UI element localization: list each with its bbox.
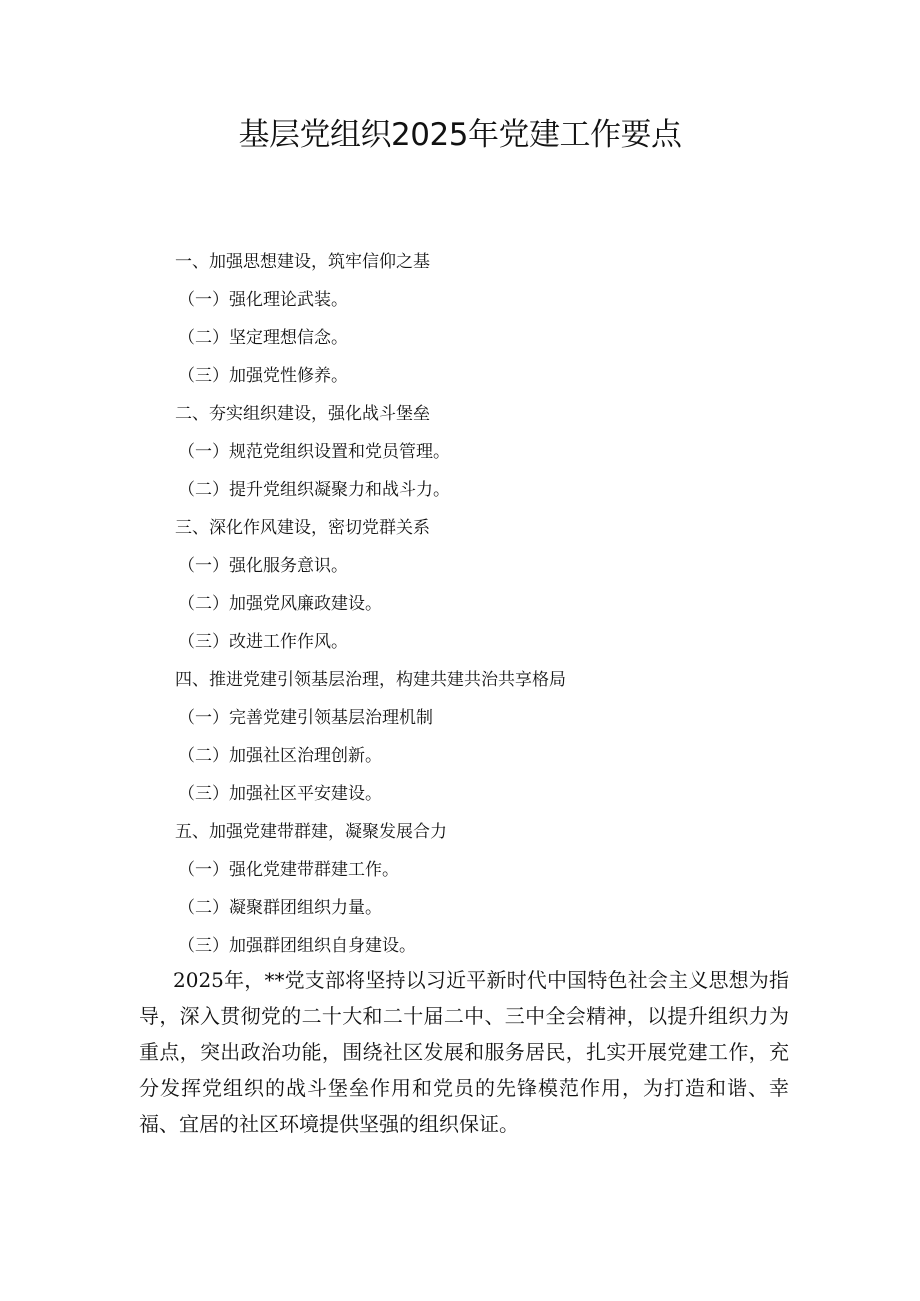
document-title: 基层党组织2025年党建工作要点	[238, 117, 682, 153]
section-heading: 三、深化作风建设，密切党群关系	[175, 518, 430, 538]
subsection-item: （三）加强党性修养。	[178, 366, 348, 386]
subsection-item: （二）加强社区治理创新。	[178, 746, 382, 766]
subsection-item: （一）规范党组织设置和党员管理。	[178, 442, 450, 462]
subsection-item: （三）加强群团组织自身建设。	[178, 936, 416, 956]
subsection-item: （一）强化服务意识。	[178, 556, 348, 576]
subsection-item: （二）加强党风廉政建设。	[178, 594, 382, 614]
subsection-item: （三）改进工作作风。	[178, 632, 348, 652]
section-heading: 二、夯实组织建设，强化战斗堡垒	[175, 404, 430, 424]
section-heading: 一、加强思想建设，筑牢信仰之基	[175, 252, 430, 272]
outline-list	[175, 243, 815, 965]
section-heading: 四、推进党建引领基层治理，构建共建共治共享格局	[175, 670, 566, 690]
section-heading: 五、加强党建带群建，凝聚发展合力	[175, 822, 447, 842]
subsection-item: （三）加强社区平安建设。	[178, 784, 382, 804]
subsection-item: （一）强化党建带群建工作。	[178, 860, 399, 880]
subsection-item: （二）凝聚群团组织力量。	[178, 898, 382, 918]
subsection-item: （二）提升党组织凝聚力和战斗力。	[178, 480, 450, 500]
subsection-item: （二）坚定理想信念。	[178, 328, 348, 348]
summary-paragraph: 2025年，**党支部将坚持以习近平新时代中国特色社会主义思想为指导，深入贯彻党的二十大和二十届二中、三中全会精神，以提升组织力为重点，突出政治功能，围绕社区发展和服务居民，扎实开展党建工作，充分发挥党组织的战斗堡垒作用和党员的先锋模范作用，为打造和谐、幸福、宜居的社区环境提供坚强的组织保证。	[139, 968, 789, 1136]
subsection-item: （一）强化理论武装。	[178, 290, 348, 310]
subsection-item: （一）完善党建引领基层治理机制	[178, 708, 433, 728]
